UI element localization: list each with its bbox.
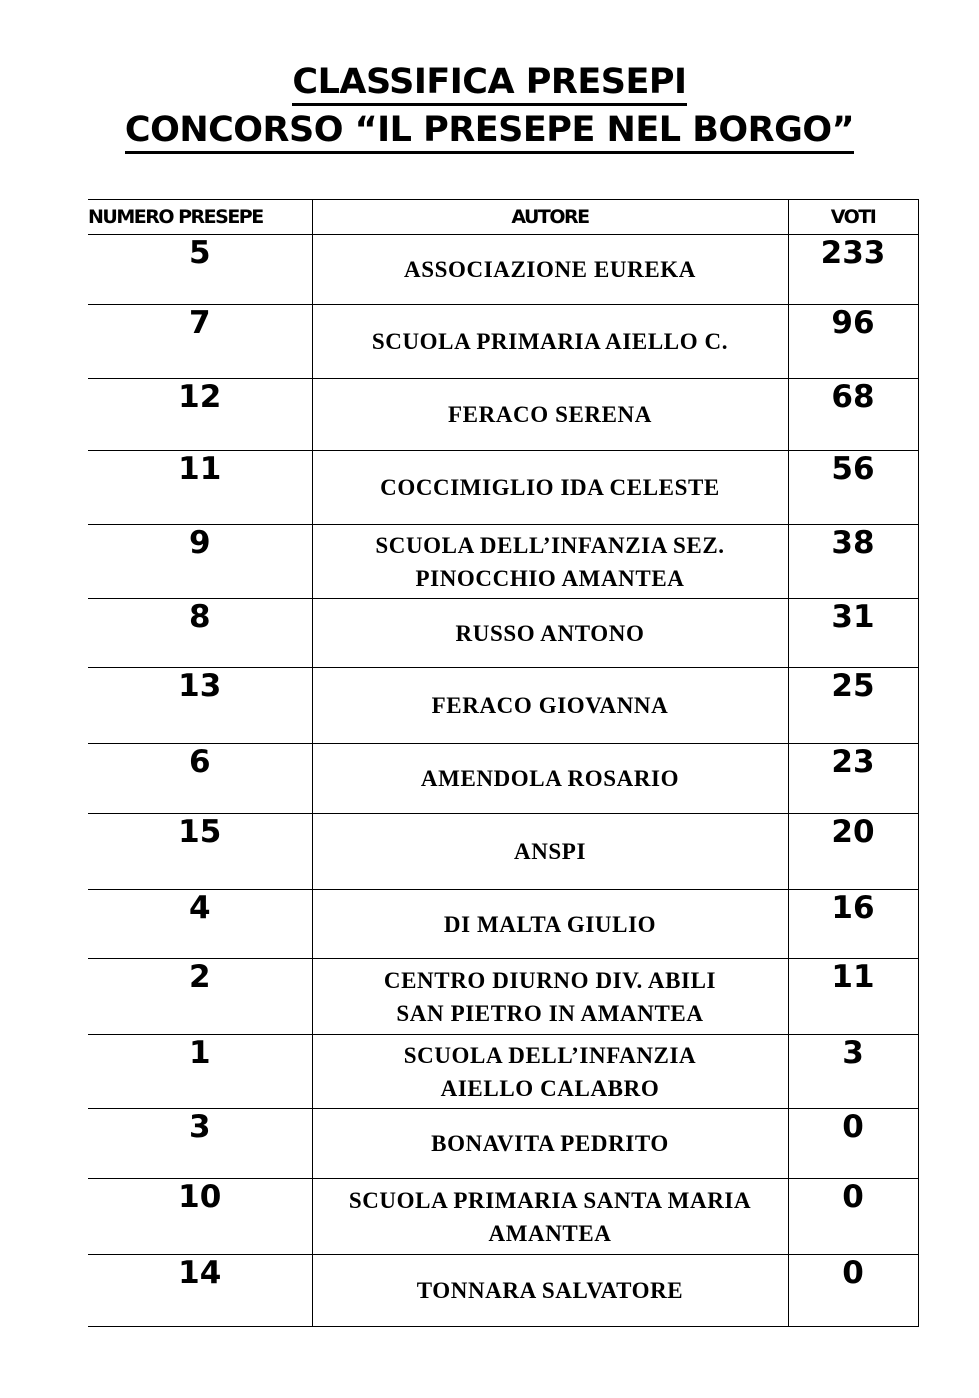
- presepe-number: 13: [88, 668, 312, 744]
- presepe-number: 4: [88, 890, 312, 959]
- author-name-line: SCUOLA DELL’INFANZIA: [403, 1042, 697, 1068]
- presepe-number: 3: [88, 1109, 312, 1179]
- author-cell: [312, 890, 788, 959]
- votes-count: 23: [788, 744, 918, 814]
- author-cell: [312, 379, 788, 451]
- presepe-number: 2: [88, 959, 312, 1035]
- author-cell: [312, 235, 788, 305]
- author-name-line: SCUOLA PRIMARIA SANTA MARIA: [348, 1187, 752, 1213]
- author-name-line: FERACO SERENA: [448, 402, 652, 427]
- author-name-line: COCCIMIGLIO IDA CELESTE: [380, 475, 720, 500]
- author-name-line: TONNARA SALVATORE: [416, 1278, 684, 1303]
- title-line-2: CONCORSO “IL PRESEPE NEL BORGO”: [0, 106, 979, 154]
- votes-count: 11: [788, 959, 918, 1035]
- table-row: [88, 525, 918, 599]
- votes-count: 25: [788, 668, 918, 744]
- presepe-number: 5: [88, 235, 312, 305]
- table-row: [88, 451, 918, 525]
- author-name-line: RUSSO ANTONO: [455, 620, 645, 646]
- page-title: [0, 58, 979, 154]
- votes-count: 68: [788, 379, 918, 451]
- author-cell: [312, 668, 788, 744]
- votes-count: 233: [788, 235, 918, 305]
- author-name-line: FERACO GIOVANNA: [431, 693, 669, 718]
- author-cell: [312, 959, 788, 1035]
- votes-count: 56: [788, 451, 918, 525]
- presepe-number: 9: [88, 525, 312, 599]
- votes-count: 38: [788, 525, 918, 599]
- presepe-number: 6: [88, 744, 312, 814]
- header-row: [88, 200, 918, 235]
- author-name-line: BONAVITA PEDRITO: [431, 1131, 669, 1156]
- table-row: [88, 1109, 918, 1179]
- author-name-line: SAN PIETRO IN AMANTEA: [396, 1000, 704, 1026]
- author-cell: [312, 1109, 788, 1179]
- table-body: [88, 235, 918, 1327]
- author-cell: [312, 744, 788, 814]
- author-name-line: AMENDOLA ROSARIO: [420, 766, 680, 791]
- table-row: [88, 1035, 918, 1109]
- table-row: [88, 599, 918, 668]
- author-name-line: ASSOCIAZIONE EUREKA: [404, 257, 696, 282]
- header-votes: VOTI: [788, 200, 918, 235]
- presepe-number: 10: [88, 1179, 312, 1255]
- author-name-line: SCUOLA DELL’INFANZIA SEZ.: [375, 532, 725, 558]
- presepe-number: 14: [88, 1255, 312, 1327]
- votes-count: 96: [788, 305, 918, 379]
- table-row: [88, 1179, 918, 1255]
- table-row: [88, 235, 918, 305]
- table-row: [88, 305, 918, 379]
- presepe-number: 12: [88, 379, 312, 451]
- presepe-number: 15: [88, 814, 312, 890]
- author-name-line: DI MALTA GIULIO: [443, 911, 657, 937]
- author-cell: [312, 814, 788, 890]
- ranking-table: [88, 199, 919, 1327]
- table-row: [88, 744, 918, 814]
- presepe-number: 8: [88, 599, 312, 668]
- author-cell: [312, 599, 788, 668]
- table-row: [88, 379, 918, 451]
- presepe-number: 1: [88, 1035, 312, 1109]
- votes-count: 0: [788, 1255, 918, 1327]
- header-author: AUTORE: [312, 200, 788, 235]
- author-name-line: CENTRO DIURNO DIV. ABILI: [383, 967, 717, 993]
- author-cell: [312, 305, 788, 379]
- author-name-line: ANSPI: [513, 839, 586, 864]
- author-name-line: PINOCCHIO AMANTEA: [415, 565, 685, 591]
- author-cell: [312, 1255, 788, 1327]
- table-row: [88, 959, 918, 1035]
- header-number: NUMERO PRESEPE: [88, 200, 312, 235]
- author-cell: [312, 1179, 788, 1255]
- author-cell: [312, 451, 788, 525]
- votes-count: 16: [788, 890, 918, 959]
- votes-count: 3: [788, 1035, 918, 1109]
- presepe-number: 11: [88, 451, 312, 525]
- author-name-line: SCUOLA PRIMARIA AIELLO C.: [371, 329, 729, 354]
- author-cell: [312, 1035, 788, 1109]
- author-name-line: AMANTEA: [488, 1220, 612, 1246]
- title-line-1: CLASSIFICA PRESEPI: [0, 58, 979, 106]
- votes-count: 0: [788, 1179, 918, 1255]
- table-row: [88, 890, 918, 959]
- votes-count: 20: [788, 814, 918, 890]
- author-name-line: AIELLO CALABRO: [440, 1075, 660, 1101]
- votes-count: 31: [788, 599, 918, 668]
- presepe-number: 7: [88, 305, 312, 379]
- table-row: [88, 814, 918, 890]
- author-cell: [312, 525, 788, 599]
- table-row: [88, 1255, 918, 1327]
- votes-count: 0: [788, 1109, 918, 1179]
- table-row: [88, 668, 918, 744]
